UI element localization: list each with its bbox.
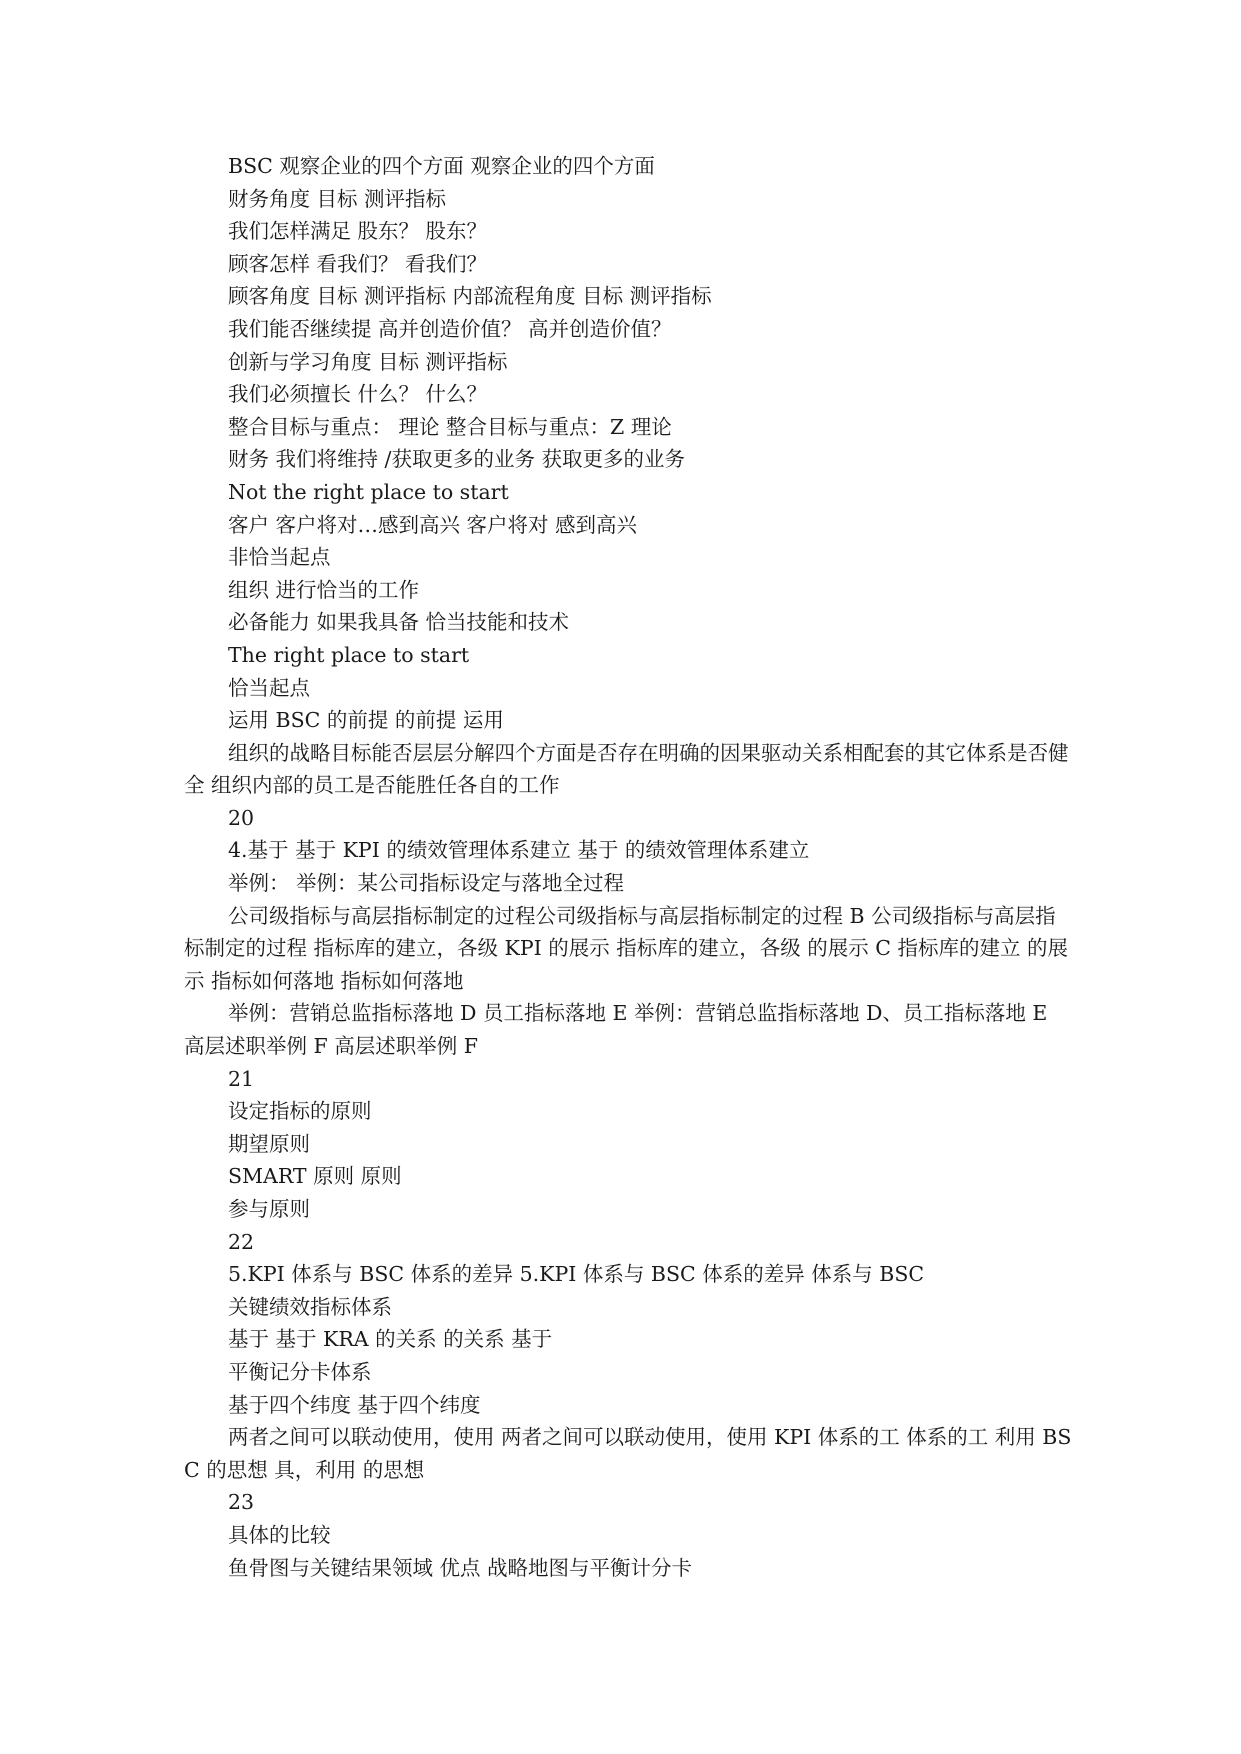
- paragraph: 客户 客户将对…感到高兴 客户将对 感到高兴: [228, 512, 638, 537]
- paragraph: 整合目标与重点： 理论 整合目标与重点：Z 理论: [228, 414, 672, 439]
- paragraph: 创新与学习角度 目标 测评指标: [228, 349, 508, 374]
- paragraph: 恰当起点: [228, 675, 310, 700]
- paragraph: 举例：营销总监指标落地 D 员工指标落地 E 举例：营销总监指标落地 D、员工指标落地 E 高层述职举例 F 高层述职举例 F: [184, 1001, 1048, 1059]
- paragraph: 基于 基于 KRA 的关系 的关系 基于: [228, 1327, 553, 1352]
- paragraph: 我们怎样满足 股东？ 股东？: [228, 219, 488, 244]
- paragraph: 组织的战略目标能否层层分解四个方面是否存在明确的因果驱动关系相配套的其它体系是否健全 组织内部的员工是否能胜任各自的工作: [184, 740, 1069, 798]
- page-number: 22: [228, 1229, 255, 1254]
- page-number: 23: [228, 1490, 255, 1515]
- paragraph: Not the right place to start: [228, 479, 509, 504]
- paragraph: 期望原则: [228, 1131, 310, 1156]
- paragraph: 基于四个纬度 基于四个纬度: [228, 1392, 481, 1417]
- paragraph: 举例： 举例：某公司指标设定与落地全过程: [228, 871, 625, 896]
- paragraph: 我们能否继续提 高并创造价值？ 高并创造价值？: [228, 316, 672, 341]
- paragraph: BSC 观察企业的四个方面 观察企业的四个方面: [228, 154, 655, 178]
- paragraph: The right place to start: [228, 642, 470, 667]
- paragraph: 非恰当起点: [228, 545, 331, 570]
- paragraph: 参与原则: [228, 1197, 310, 1221]
- paragraph: 组织 进行恰当的工作: [228, 577, 420, 602]
- paragraph: 顾客角度 目标 测评指标 内部流程角度 目标 测评指标: [228, 284, 712, 309]
- paragraph: 平衡记分卡体系: [228, 1359, 372, 1384]
- paragraph: 财务 我们将维持 /获取更多的业务 获取更多的业务: [228, 447, 685, 472]
- document-body: [184, 150, 1074, 1584]
- paragraph: 我们必须擅长 什么？ 什么？: [228, 382, 488, 407]
- paragraph: 公司级指标与高层指标制定的过程公司级指标与高层指标制定的过程 B 公司级指标与高层指标制定的过程 指标库的建立，各级 KPI 的展示 指标库的建立，各级 的展示 C 指标库的建立 的展示 指标如何落地 指标如何落地: [184, 903, 1069, 993]
- paragraph: 具体的比较: [228, 1522, 331, 1547]
- paragraph: 必备能力 如果我具备 恰当技能和技术: [228, 610, 570, 635]
- section-heading: 5.KPI 体系与 BSC 体系的差异 5.KPI 体系与 BSC 体系的差异 体系与 BSC: [228, 1262, 925, 1287]
- paragraph: 财务角度 目标 测评指标: [228, 186, 447, 211]
- page-number: 20: [228, 805, 255, 830]
- paragraph: 设定指标的原则: [228, 1099, 372, 1124]
- paragraph: 鱼骨图与关键结果领域 优点 战略地图与平衡计分卡: [228, 1555, 693, 1580]
- paragraph: 两者之间可以联动使用，使用 两者之间可以联动使用，使用 KPI 体系的工 体系的工 利用 BSC 的思想 具，利用 的思想: [184, 1425, 1072, 1482]
- paragraph: 运用 BSC 的前提 的前提 运用: [228, 708, 504, 733]
- paragraph: 顾客怎样 看我们？ 看我们？: [228, 251, 488, 276]
- paragraph: SMART 原则 原则: [228, 1164, 402, 1189]
- paragraph: 关键绩效指标体系: [228, 1294, 392, 1319]
- section-heading: 4.基于 基于 KPI 的绩效管理体系建立 基于 的绩效管理体系建立: [228, 838, 810, 863]
- page-number: 21: [228, 1066, 255, 1091]
